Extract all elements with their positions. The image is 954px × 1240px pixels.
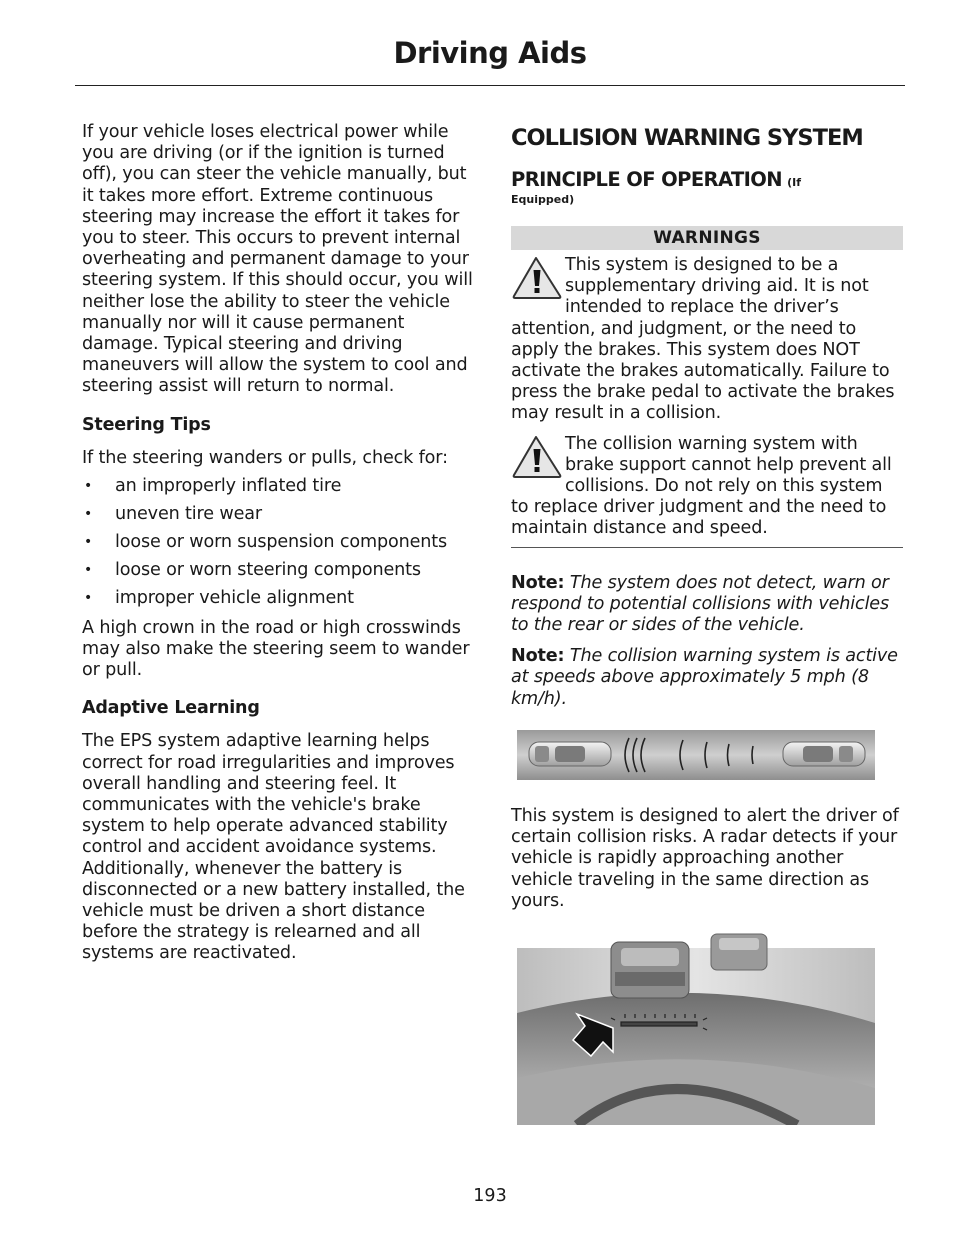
car-icon [711,934,767,970]
note-2: Note: The collision warning system is active at speeds above approximately 5 mph (8 km/h). [511,646,898,709]
list-item: • uneven tire wear [84,503,262,524]
warning-item-2 [511,434,903,540]
adaptive-learning-paragraph: The EPS system adaptive learning helps correct for road irregularities and improves overall handling and steering feel. It communicates with the vehicle's brake system to help operate advanced stability control and accident avoidance systems. Additionally, whenever the battery is disconnected or a new battery installed, the vehicle must be driven a short distance before the strategy is relearned and all systems are reactivated. [82,731,465,964]
right-column [511,122,903,710]
page-title: Driving Aids [393,36,587,70]
steering-tips-list [82,476,474,616]
car-icon [611,942,689,998]
car-icon [529,742,611,766]
warning-item-1 [511,255,903,425]
radar-diagram-figure [517,730,875,780]
warnings-bar: WARNINGS [511,226,903,250]
car-icon [783,742,865,766]
left-column [82,122,474,965]
warnings-divider [511,547,903,548]
warning-triangle-icon [511,255,563,300]
title-divider [75,85,905,86]
steering-tips-heading: Steering Tips [82,414,211,435]
steering-tips-lead: If the steering wanders or pulls, check for: [82,447,448,468]
list-item: • loose or worn steering components [84,559,421,580]
warning-text-2: The collision warning system with brake support cannot help prevent all collisions. Do not rely on this system to replace driver judgment and the need to maintain distance and speed. [511,433,892,539]
crown-paragraph: A high crown in the road or high crosswinds may also make the steering seem to wander or pull. [82,617,470,681]
list-item: • an improperly inflated tire [84,475,342,496]
intro-paragraph: If your vehicle loses electrical power while you are driving (or if the ignition is turned off), you can steer the vehicle manually, but it takes more effort. Extreme continuous steering may increase the effort it takes for you to steer. This occurs to prevent internal overheating and permanent damage to your steering system. If this should occur, you will neither lose the ability to steer the vehicle manually nor will it cause permanent damage. Typical steering and driving maneuvers will allow the system to cool and steering assist will return to normal. [82,122,473,397]
page-number: 193 [473,1186,507,1206]
list-item: • loose or worn suspension components [84,531,448,552]
adaptive-learning-heading: Adaptive Learning [82,698,260,719]
section-heading: COLLISION WARNING SYSTEM [511,125,863,151]
principle-heading: PRINCIPLE OF OPERATION (If [511,168,801,191]
list-item: • improper vehicle alignment [84,587,354,608]
principle-equipped: Equipped) [511,193,575,206]
note-1: Note: The system does not detect, warn or respond to potential collisions with vehicles to the rear or sides of the vehicle. [511,572,890,636]
alert-paragraph: This system is designed to alert the driver of certain collision risks. A radar detects if your vehicle is rapidly approaching another vehicle traveling in the same direction as yours. [511,806,899,911]
dashboard-view-figure [517,928,875,1125]
warning-text-1: This system is designed to be a supplementary driving aid. It is not intended to replace the driver’s attention, and judgment, or the need to apply the brakes. This system does NOT activate the brakes automatically. Failure to press the brake pedal to activate the brakes may result in a collision. [511,255,895,424]
warning-triangle-icon [511,434,563,479]
